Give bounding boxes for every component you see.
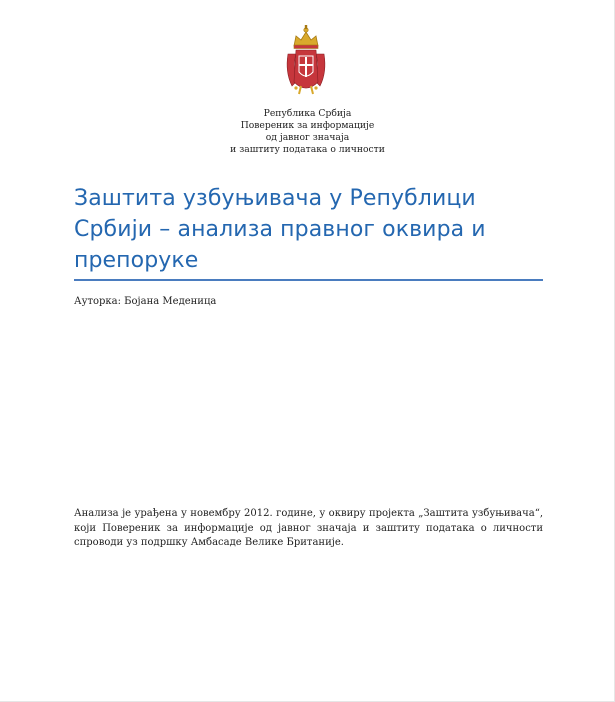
document-title: Заштита узбуњивача у Републици Србији – анализа правног оквира и препоруке [74, 186, 486, 273]
institution-line: Повереник за информације [240, 120, 375, 131]
author-line: Ауторка: Бојана Меденица [74, 296, 217, 307]
document-note: Анализа је урађена у новембру 2012. године, у оквиру пројекта „Заштита узбуњивача“, који Повереник за информације од јавног значаја и заштиту података о личности спроводи уз подршку Амбасаде Велике Британије. [74, 508, 543, 548]
institution-line: од јавног значаја [265, 132, 350, 143]
institution-line: Република Србија [263, 108, 352, 119]
coat-of-arms-icon [284, 24, 328, 98]
title-divider [74, 279, 543, 281]
institution-line: и заштиту података о личности [230, 144, 385, 155]
institution-name [150, 108, 465, 156]
